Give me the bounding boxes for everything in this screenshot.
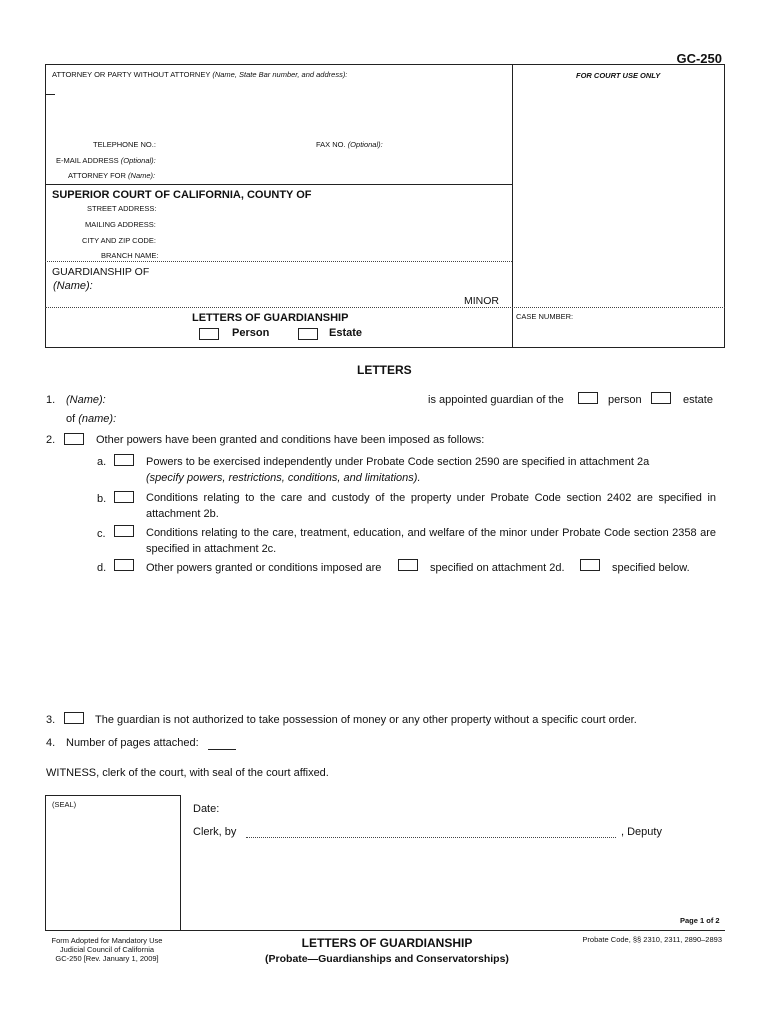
item1-estate-label: estate <box>683 394 713 406</box>
parties-divider <box>45 307 725 308</box>
item4-number: 4. <box>46 737 56 749</box>
item1-name-hint: (Name): <box>66 394 106 406</box>
item2-checkbox[interactable] <box>64 433 84 445</box>
item4-text: Number of pages attached: <box>66 737 199 749</box>
email-label: E-MAIL ADDRESS (Optional): <box>56 156 156 165</box>
guardianship-name-hint: (Name): <box>53 280 93 292</box>
street-label: STREET ADDRESS: <box>87 204 157 213</box>
adoption-line-1: Form Adopted for Mandatory Use <box>51 936 163 945</box>
item2c-label: c. <box>97 528 106 540</box>
item1-person-label: person <box>608 394 642 406</box>
footer-title: LETTERS OF GUARDIANSHIP <box>301 936 473 950</box>
court-title: SUPERIOR COURT OF CALIFORNIA, COUNTY OF <box>52 189 312 201</box>
statute-reference: Probate Code, §§ 2310, 2311, 2890–2893 <box>582 935 722 944</box>
branch-label: BRANCH NAME: <box>101 251 159 260</box>
case-number-input[interactable] <box>520 326 716 340</box>
item2d-label: d. <box>97 562 107 574</box>
item2-number: 2. <box>46 434 56 446</box>
city-label: CITY AND ZIP CODE: <box>82 236 156 245</box>
item2a-text: Powers to be exercised independently under Probate Code section 2590 are specified in attachment 2a (specify powers, restrictions, conditions, and limitations). <box>146 456 650 484</box>
item1-appointed-text: is appointed guardian of the <box>428 394 564 406</box>
person-checkbox[interactable] <box>199 328 219 340</box>
telephone-input[interactable] <box>160 138 300 150</box>
item3-number: 3. <box>46 714 56 726</box>
city-input[interactable] <box>162 234 502 246</box>
guardian-name-input[interactable] <box>112 393 417 407</box>
person-label: Person <box>232 327 270 339</box>
signature-bottom-rule <box>181 930 725 931</box>
estate-label: Estate <box>329 327 363 339</box>
email-input[interactable] <box>160 154 500 166</box>
item1-estate-checkbox[interactable] <box>651 392 671 404</box>
adoption-line-3: GC-250 [Rev. January 1, 2009] <box>55 954 159 963</box>
fax-label: FAX NO. (Optional): <box>316 140 383 149</box>
item1-number: 1. <box>46 394 56 406</box>
form-title: LETTERS OF GUARDIANSHIP <box>192 312 349 324</box>
case-number-label: CASE NUMBER: <box>516 312 574 321</box>
item2a-label: a. <box>97 456 107 468</box>
attorney-name-address-input[interactable] <box>55 84 505 134</box>
estate-checkbox[interactable] <box>298 328 318 340</box>
minor-label: MINOR <box>464 295 499 307</box>
letters-heading: LETTERS <box>357 363 412 377</box>
seal-label: (SEAL) <box>52 800 77 809</box>
item2d-text: Other powers granted or conditions imposed are <box>146 562 382 574</box>
item2c-checkbox[interactable] <box>114 525 134 537</box>
attorney-mark <box>45 94 55 95</box>
item2d-attachment-checkbox[interactable] <box>398 559 418 571</box>
footer-subtitle: (Probate—Guardianships and Conservatorships) <box>265 953 509 965</box>
item2b-label: b. <box>97 493 107 505</box>
county-input[interactable] <box>322 189 502 202</box>
attorney-divider <box>45 184 512 185</box>
date-label: Date: <box>193 803 220 815</box>
fax-input[interactable] <box>388 138 503 150</box>
street-input[interactable] <box>162 202 502 214</box>
item2d-below-checkbox[interactable] <box>580 559 600 571</box>
date-input[interactable] <box>224 802 424 816</box>
telephone-label: TELEPHONE NO.: <box>93 140 156 149</box>
item2b-text: Conditions relating to the care and custody of the property under Probate Code section 2402 are specified in attachment 2b. <box>146 492 716 520</box>
mailing-label: MAILING ADDRESS: <box>85 220 156 229</box>
clerk-label: Clerk, by <box>193 826 237 838</box>
item3-text: The guardian is not authorized to take possession of money or any other property without a specific court order. <box>95 714 637 726</box>
item3-checkbox[interactable] <box>64 712 84 724</box>
clerk-signature-line <box>246 837 616 838</box>
form-id: GC-250 <box>676 51 722 66</box>
item2b-checkbox[interactable] <box>114 491 134 503</box>
deputy-label: , Deputy <box>621 826 662 838</box>
item2-text: Other powers have been granted and conditions have been imposed as follows: <box>96 434 485 446</box>
pages-attached-input[interactable] <box>208 736 236 750</box>
court-divider <box>45 261 512 262</box>
adoption-line-2: Judicial Council of California <box>59 945 155 954</box>
item2a-checkbox[interactable] <box>114 454 134 466</box>
branch-input[interactable] <box>162 249 502 261</box>
guardianship-of-label: GUARDIANSHIP OF <box>52 266 150 278</box>
court-use-label: FOR COURT USE ONLY <box>576 71 661 80</box>
seal-box <box>45 795 181 931</box>
item2d-checkbox[interactable] <box>114 559 134 571</box>
witness-text: WITNESS, clerk of the court, with seal of the court affixed. <box>46 767 329 779</box>
item2d-attachment-label: specified on attachment 2d. <box>430 562 565 574</box>
adoption-info <box>48 936 166 963</box>
item1-person-checkbox[interactable] <box>578 392 598 404</box>
item2c-text: Conditions relating to the care, treatment, education, and welfare of the minor under Probate Code section 2358 are specified in attachment 2c. <box>146 527 716 555</box>
attorney-for-label: ATTORNEY FOR (Name): <box>68 171 156 180</box>
item2d-below-label: specified below. <box>612 562 690 574</box>
attorney-label: ATTORNEY OR PARTY WITHOUT ATTORNEY (Name, State Bar number, and address): <box>52 70 348 79</box>
other-powers-input[interactable] <box>146 580 716 700</box>
page-number: Page 1 of 2 <box>680 916 720 925</box>
clerk-signature-input[interactable] <box>250 823 612 837</box>
ward-name-input[interactable] <box>124 412 714 426</box>
minor-name-input[interactable] <box>100 280 500 294</box>
attorney-for-input[interactable] <box>160 169 500 181</box>
mailing-input[interactable] <box>162 218 502 230</box>
court-use-divider <box>512 64 513 348</box>
item1-of-text: of (name): <box>66 413 117 425</box>
